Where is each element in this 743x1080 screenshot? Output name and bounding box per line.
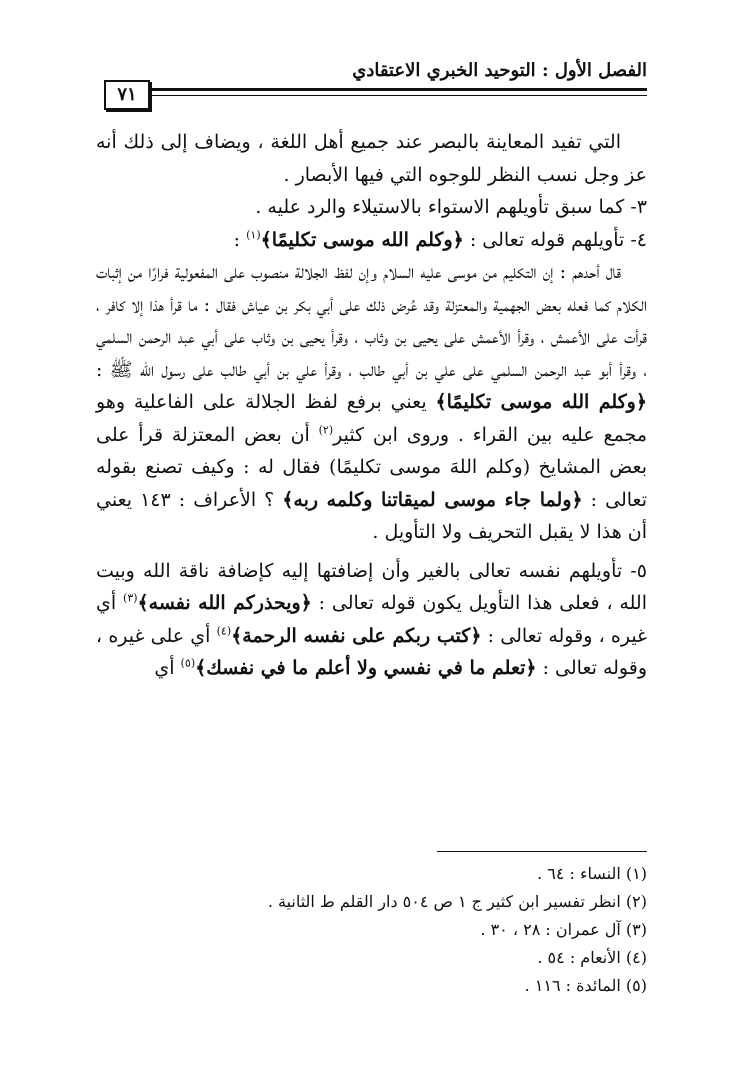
paragraph-text: ؟ الأعراف : ١٤٣ يعني أن هذا لا يقبل التحريف ولا التأويل . (96, 488, 647, 543)
quran-quote: ﴿وكلم الله موسى تكليمًا﴾ (435, 391, 647, 413)
quran-quote: ﴿ويحذركم الله نفسه﴾ (137, 592, 312, 614)
footnote-ref: (٢) (318, 423, 334, 437)
list-item-text: أي على غيره ، وقوله تعالى : (96, 624, 647, 679)
header-rule-thin (148, 95, 647, 96)
footnote: (٤) الأنعام : ٥٤ . (537, 948, 647, 967)
list-item-text: ٥- تأويلهم نفسه تعالى بالغير وأن إضافتها إليه كإضافة ناقة الله وبيت الله ، فعلى هذا التأويل يكون قوله تعالى : (96, 559, 647, 614)
list-item-text: ٣- كما سبق تأويلهم الاستواء بالاستيلاء والرد عليه . (255, 196, 647, 218)
list-item-text: : (233, 228, 247, 251)
page-number-box (104, 80, 150, 110)
footnote: (٥) المائدة : ١١٦ . (524, 976, 647, 995)
quran-quote: ﴿ولما جاء موسى لميقاتنا وكلمه ربه﴾ (282, 488, 583, 511)
footnotes (96, 860, 647, 1000)
header-rule-thick (148, 88, 647, 91)
footnote-ref: (٥) (180, 656, 196, 670)
footnote: (٢) انظر تفسير ابن كثير ج ١ ص ٥٠٤ دار القلم ط الثانية . (267, 892, 647, 911)
footnote-ref: (٣) (123, 591, 138, 605)
list-item-3 (96, 191, 647, 224)
quran-quote: ﴿وكلم الله موسى تكليمًا﴾ (260, 228, 464, 251)
footnote-ref: (١) (246, 228, 261, 242)
list-item-text: ٤- تأويلهم قوله تعالى : (463, 228, 647, 251)
footnote: (٣) آل عمران : ٢٨ ، ٣٠ . (480, 920, 647, 939)
quran-quote: ﴿تعلم ما في نفسي ولا أعلم ما في نفسك﴾ (195, 657, 537, 679)
quran-quote: ﴿كتب ربكم على نفسه الرحمة﴾ (231, 624, 482, 647)
list-item-4 (96, 224, 647, 257)
footnote-ref: (٤) (216, 624, 232, 638)
paragraph-text: يعني برفع لفظ الجلالة على الفاعلية وهو مجمع عليه بين القراء . وروى ابن كثير (96, 391, 647, 446)
list-item-text: أي غيره ، وقوله تعالى : (96, 592, 647, 647)
footnote-separator (437, 851, 647, 852)
paragraph-text: أن بعض المعتزلة قرأ على بعض المشايخ (وكلم اللهَ موسى تكليمًا) فقال له : وكيف تصنع بقوله تعالى : (96, 423, 647, 511)
list-item-5 (96, 555, 647, 685)
list-item-text: أي (154, 657, 181, 679)
page-number: ٧١ (117, 84, 137, 105)
paragraph-text: قال أحدهم : إن التكليم من موسى عليه السلام وإن لفظ الجلالة منصوب على المفعولية فرارًا من إثبات الكلام كما فعله بعض الجهمية والمعتزلة وقد عُرض ذلك على أبي بكر بن عياش فقال : ما قرأ هذا إلا كافر ، قرأت على الأعمش ، وقرأ الأعمش على يحيى بن وثاب ، وقرأ يحيى بن وثاب على أبي عبد الرحمن السلمي ، وقرأ أبو عبد الرحمن السلمي على علي بن أبي طالب ، وقرأ علي بن أبي طالب على رسول الله ﷺ : (96, 261, 647, 381)
paragraph-kalam (96, 256, 647, 549)
body-text (96, 126, 647, 685)
running-title: الفصل الأول : التوحيد الخبري الاعتقادي (352, 60, 647, 81)
paragraph-text: التي تفيد المعاينة بالبصر عند جميع أهل اللغة ، ويضاف إلى ذلك أنه عز وجل نسب النظر للوجوه التي فيها الأبصار . (96, 131, 647, 186)
paragraph-continuation (96, 126, 647, 191)
footnote: (١) النساء : ٦٤ . (537, 864, 647, 883)
